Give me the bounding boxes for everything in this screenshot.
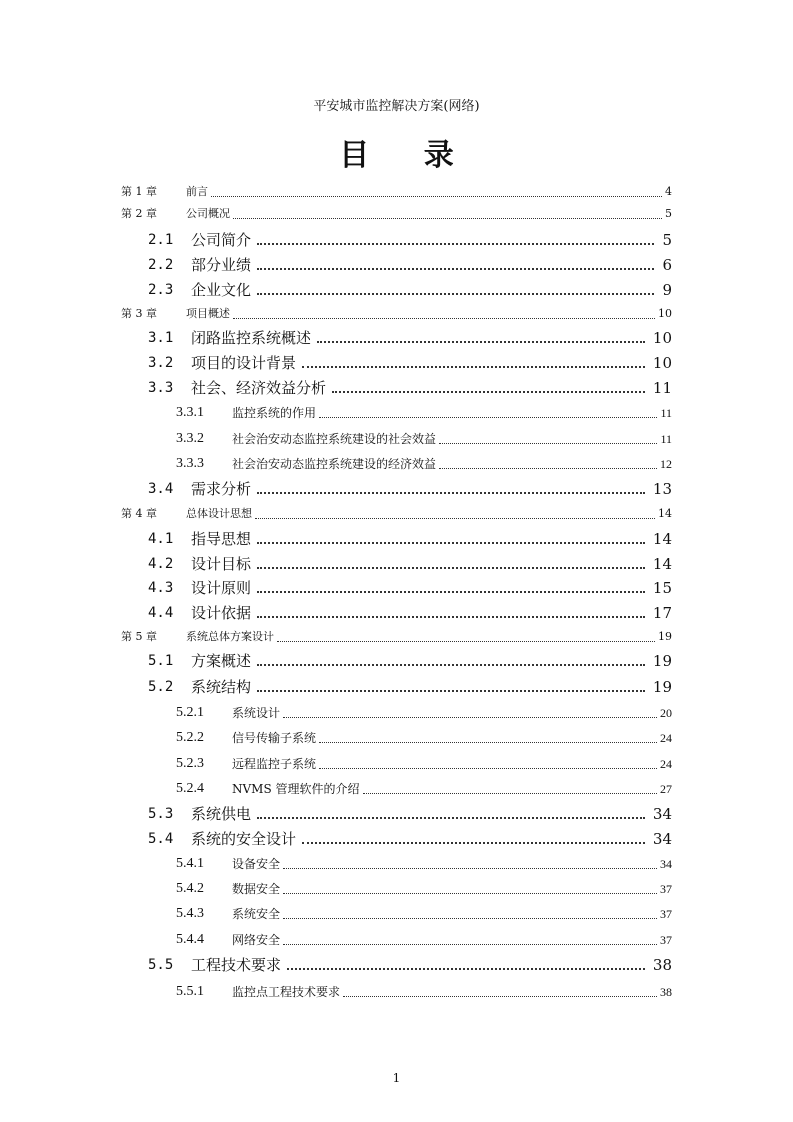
toc-title: 部分业绩 [191,256,252,274]
toc-page: 19 [652,678,672,696]
toc-number: 3.3.2 [176,431,204,446]
toc-entry[interactable] [121,502,672,524]
toc-title: 系统安全 [232,907,281,921]
toc-entry[interactable] [121,675,672,697]
toc-page: 15 [652,579,672,597]
toc-entry[interactable] [121,902,672,924]
toc-entry[interactable] [121,351,672,373]
dot-leader [319,417,657,418]
dot-leader [332,391,645,393]
toc-title: 公司简介 [191,231,252,249]
toc-number: 5.4.1 [176,856,204,871]
toc-number: 3.3.3 [176,456,204,471]
toc-entry[interactable] [121,802,672,824]
toc-number: 2.1 [148,232,174,248]
toc-number: 第 4 章 [121,507,157,520]
dot-leader [283,918,657,919]
dot-leader [257,492,645,494]
toc-entry[interactable] [121,649,672,671]
toc-entry[interactable] [121,625,672,647]
toc-page: 11 [660,406,672,420]
toc-title: 系统设计 [232,706,281,720]
toc-title: 方案概述 [191,652,252,670]
toc-entry[interactable] [121,180,672,202]
toc-entry[interactable] [121,827,672,849]
toc-title: 总体设计思想 [186,507,252,520]
toc-entry[interactable] [121,253,672,275]
toc-number: 3.1 [148,330,174,346]
dot-leader [233,318,655,319]
toc-entry[interactable] [121,477,672,499]
toc-number: 5.4.3 [176,906,204,921]
toc-page: 12 [660,457,672,471]
toc-title: 监控系统的作用 [232,406,317,420]
toc-entry[interactable] [121,701,672,723]
toc-page: 10 [652,329,672,347]
toc-number: 5.5 [148,957,174,973]
toc-entry[interactable] [121,576,672,598]
toc-title: 项目的设计背景 [191,354,297,372]
toc-page: 37 [660,933,672,947]
toc-page: 37 [660,907,672,921]
toc-entry[interactable] [121,852,672,874]
toc-page: 27 [660,782,672,796]
dot-leader [257,690,645,692]
toc-title: 设备安全 [232,857,281,871]
toc-number: 5.3 [148,806,174,822]
toc-number: 4.3 [148,580,174,596]
toc-entry[interactable] [121,752,672,774]
toc-title: 闭路监控系统概述 [191,329,312,347]
toc-title: 远程监控子系统 [232,757,317,771]
dot-leader [283,868,657,869]
toc-page: 34 [660,857,672,871]
toc-page: 13 [652,480,672,498]
toc-title: 数据安全 [232,882,281,896]
toc-title: 系统总体方案设计 [186,630,274,643]
dot-leader [257,293,654,295]
toc-number: 2.3 [148,282,174,298]
toc-number: 3.4 [148,481,174,497]
toc-title: 设计依据 [191,604,252,622]
dot-leader [283,944,657,945]
toc-title: 系统的安全设计 [191,830,297,848]
toc-entry[interactable] [121,202,672,224]
dot-leader [257,243,654,245]
dot-leader [255,518,655,519]
toc-number: 5.2 [148,679,174,695]
dot-leader [319,742,657,743]
toc-page: 38 [660,985,672,999]
toc-page: 37 [660,882,672,896]
toc-title: 信号传输子系统 [232,731,317,745]
toc-number: 3.3.1 [176,405,204,420]
toc-page: 34 [652,830,672,848]
toc-page: 14 [652,555,672,573]
running-header: 平安城市监控解决方案(网络) [313,99,480,114]
toc-number: 5.1 [148,653,174,669]
dot-leader [257,817,645,819]
toc-entry[interactable] [121,228,672,250]
dot-leader [302,842,645,844]
toc-page: 6 [662,256,672,274]
toc-entry[interactable] [121,928,672,950]
toc-number: 4.1 [148,531,174,547]
dot-leader [439,443,657,444]
toc-title: 设计原则 [191,579,252,597]
page-title: 目 录 [339,138,476,173]
toc-entry[interactable] [121,726,672,748]
toc-title: 指导思想 [191,530,252,548]
dot-leader [363,793,658,794]
toc-page: 38 [652,956,672,974]
toc-number: 3.3 [148,380,174,396]
toc-page: 14 [652,530,672,548]
toc-entry[interactable] [121,877,672,899]
dot-leader [343,996,657,997]
dot-leader [439,468,657,469]
toc-entry[interactable] [121,376,672,398]
toc-entry[interactable] [121,777,672,799]
toc-number: 5.4.2 [176,881,204,896]
toc-number: 第 3 章 [121,307,157,320]
dot-leader [302,366,645,368]
toc-page: 11 [652,379,672,397]
toc-entry[interactable] [121,401,672,423]
toc-entry[interactable] [121,552,672,574]
toc-number: 5.4.4 [176,932,204,947]
toc-page: 24 [660,731,672,745]
toc-number: 第 2 章 [121,207,157,220]
toc-title: 网络安全 [232,933,281,947]
toc-title: 设计目标 [191,555,252,573]
toc-number: 5.5.1 [176,984,204,999]
toc-number: 3.2 [148,355,174,371]
dot-leader [257,268,654,270]
toc-page: 17 [652,604,672,622]
toc-number: 5.2.4 [176,781,204,796]
toc-title: 前言 [186,185,208,198]
toc-entry[interactable] [121,980,672,1002]
toc-page: 19 [658,630,672,643]
toc-page: 34 [652,805,672,823]
toc-number: 4.4 [148,605,174,621]
dot-leader [283,893,657,894]
toc-entry[interactable] [121,527,672,549]
toc-number: 4.2 [148,556,174,572]
dot-leader [211,196,662,197]
toc-page: 11 [660,432,672,446]
page-number: 1 [392,1071,401,1085]
dot-leader [257,591,645,593]
toc-page: 4 [665,185,672,198]
toc-page: 5 [662,231,672,249]
toc-title: 系统供电 [191,805,252,823]
toc-page: 19 [652,652,672,670]
dot-leader [283,717,657,718]
toc-title: 公司概况 [186,207,230,220]
dot-leader [317,341,645,343]
dot-leader [257,664,645,666]
toc-page: 20 [660,706,672,720]
toc-page: 5 [665,207,672,220]
toc-title: 系统结构 [191,678,252,696]
toc-page: 10 [658,307,672,320]
toc-entry[interactable] [121,601,672,623]
toc-title: 社会治安动态监控系统建设的社会效益 [232,432,437,446]
toc-entry[interactable] [121,326,672,348]
toc-entry[interactable] [121,302,672,324]
toc-title: 需求分析 [191,480,252,498]
toc-title: NVMS 管理软件的介绍 [232,782,360,796]
toc-entry[interactable] [121,452,672,474]
toc-number: 第 5 章 [121,630,157,643]
toc-entry[interactable] [121,427,672,449]
toc-title: 社会治安动态监控系统建设的经济效益 [232,457,437,471]
toc-entry[interactable] [121,278,672,300]
toc-entry[interactable] [121,953,672,975]
dot-leader [233,218,662,219]
dot-leader [257,616,645,618]
toc-title: 项目概述 [186,307,230,320]
toc-page: 9 [662,281,672,299]
toc-title: 社会、经济效益分析 [191,379,327,397]
toc-number: 5.4 [148,831,174,847]
toc-number: 第 1 章 [121,185,157,198]
toc-number: 5.2.3 [176,756,204,771]
toc-number: 5.2.2 [176,730,204,745]
toc-title: 企业文化 [191,281,252,299]
toc-page: 10 [652,354,672,372]
toc-page: 14 [658,507,672,520]
dot-leader [257,567,645,569]
dot-leader [277,641,655,642]
dot-leader [319,768,657,769]
toc-title: 工程技术要求 [191,956,282,974]
toc-number: 5.2.1 [176,705,204,720]
toc-page: 24 [660,757,672,771]
dot-leader [257,542,645,544]
toc-number: 2.2 [148,257,174,273]
dot-leader [287,968,645,970]
toc-title: 监控点工程技术要求 [232,985,341,999]
